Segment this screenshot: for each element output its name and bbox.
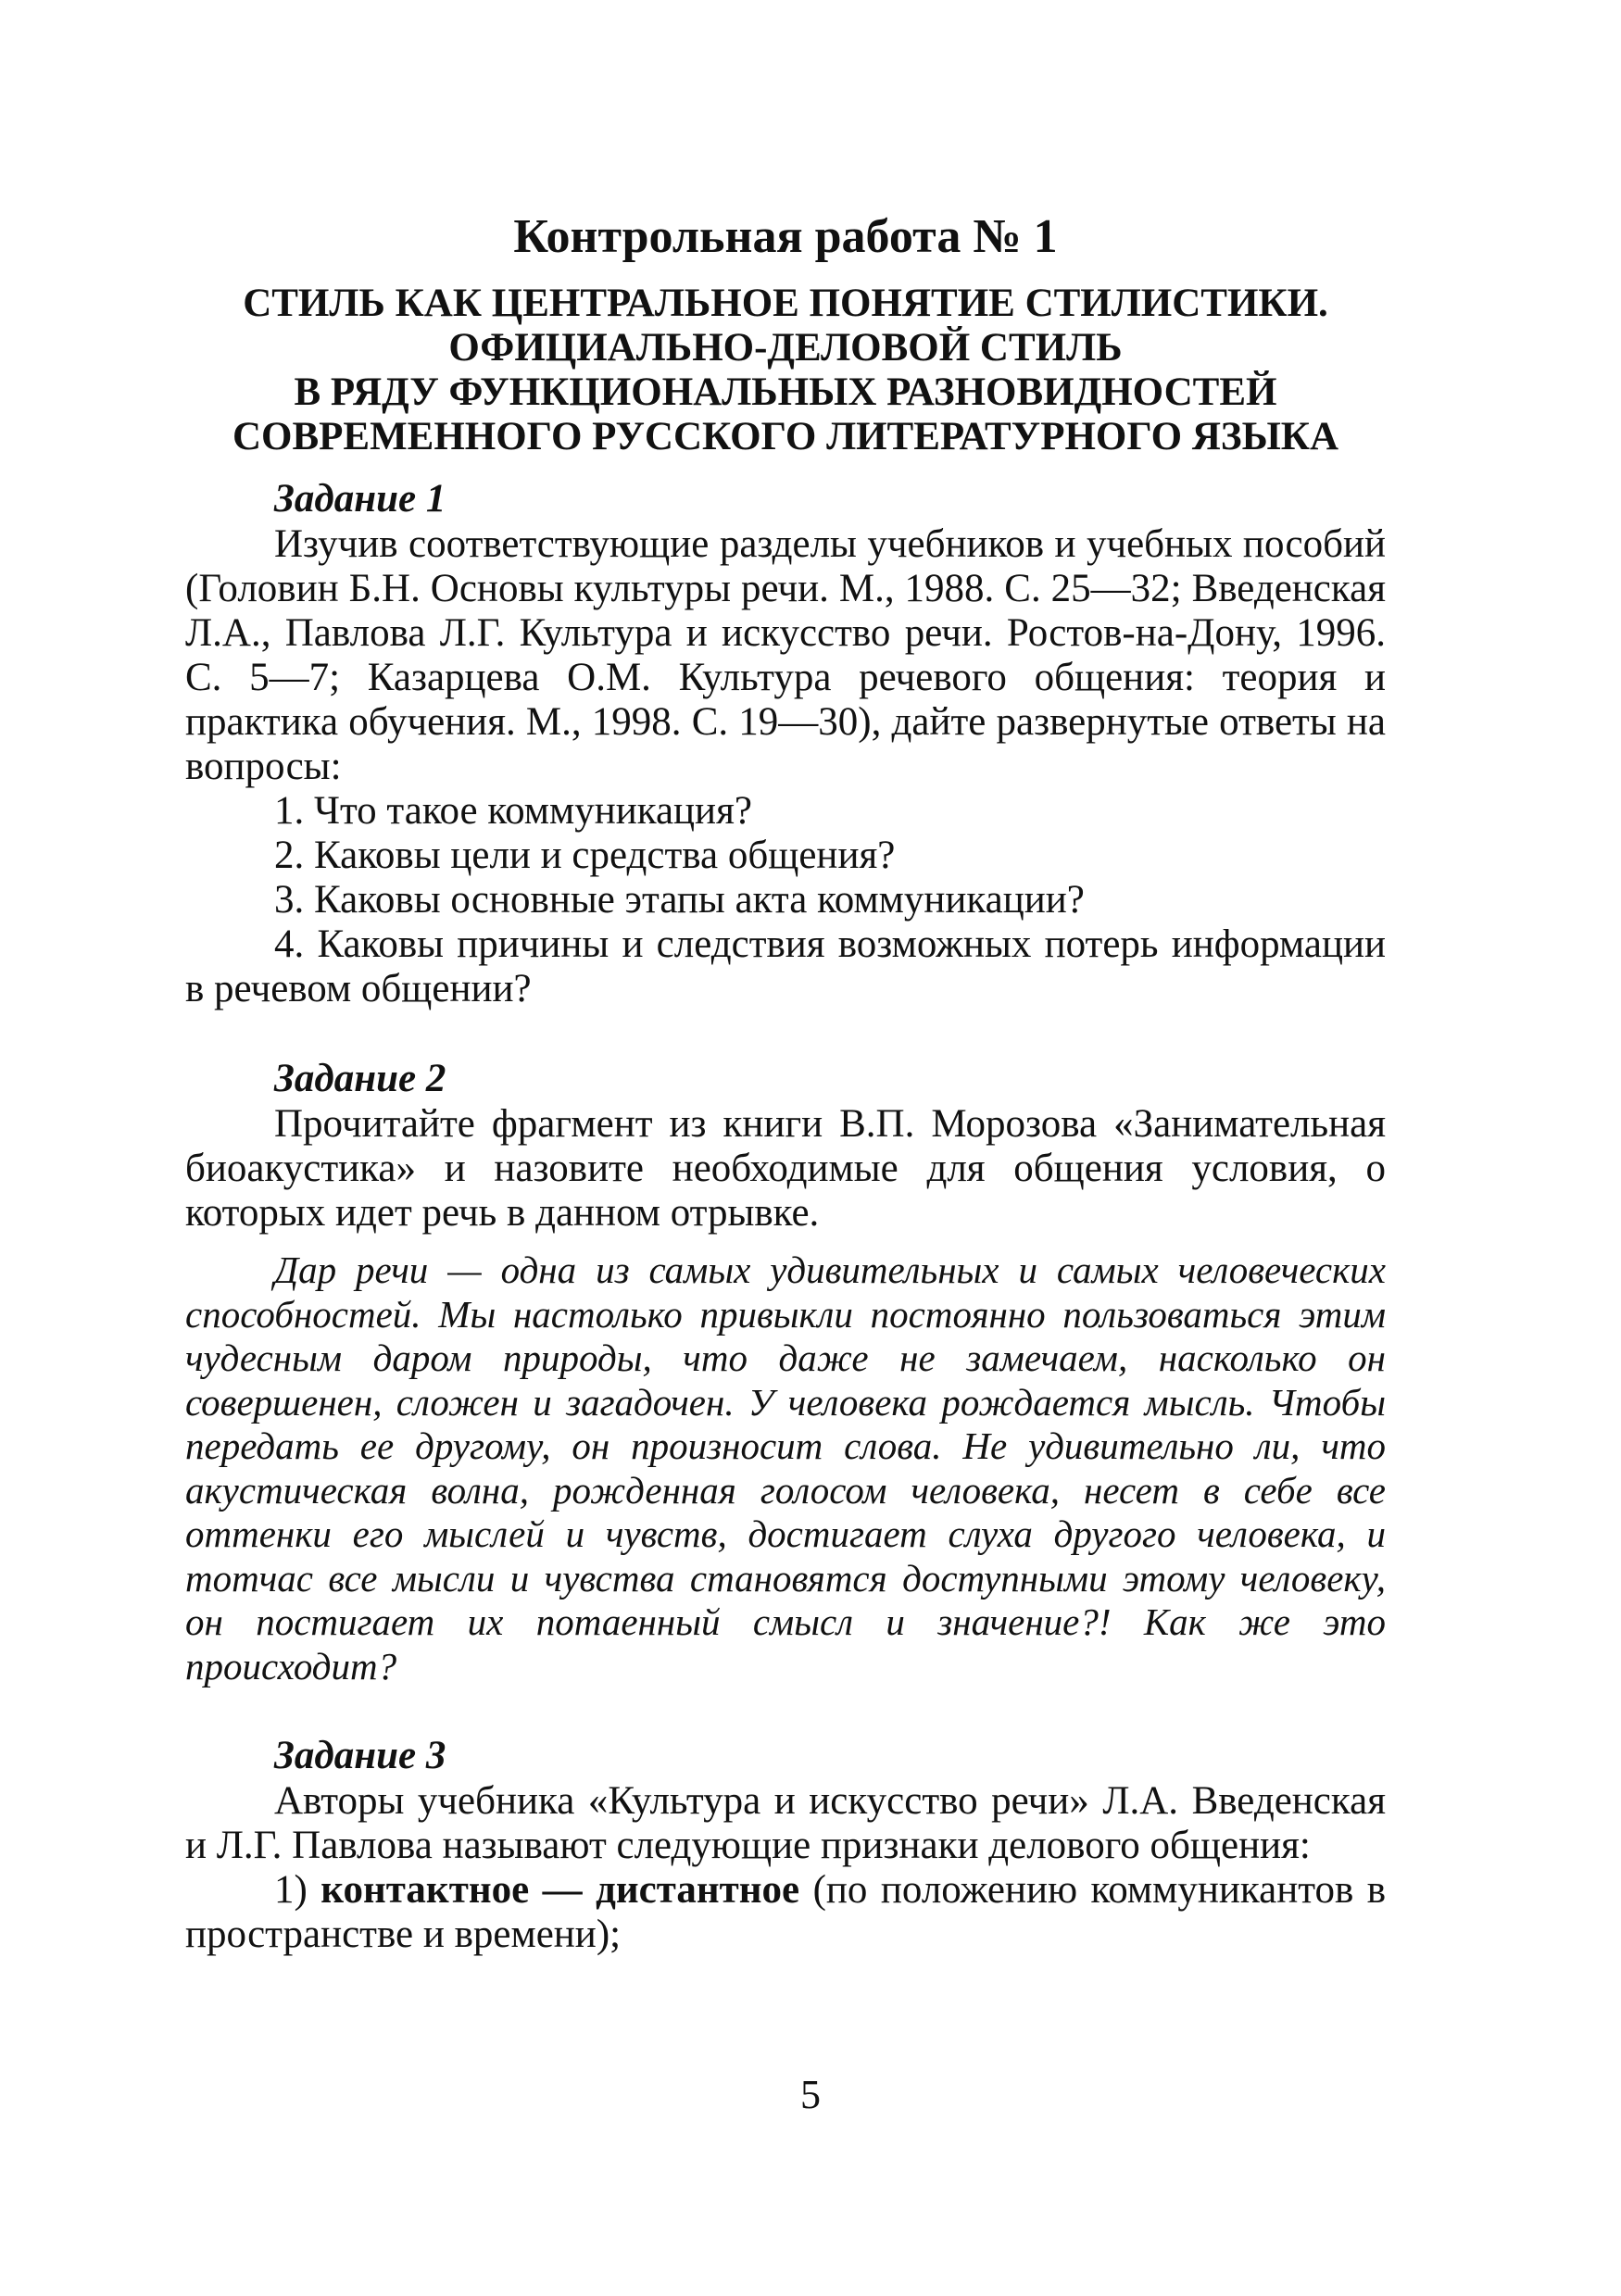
subtitle-line: СТИЛЬ КАК ЦЕНТРАЛЬНОЕ ПОНЯТИЕ СТИЛИСТИКИ. (243, 282, 1328, 325)
page-title: Контрольная работа № 1 (513, 210, 1058, 263)
spacer (185, 1688, 1386, 1733)
task1-question: 1. Что такое коммуникация? (274, 789, 752, 833)
task1-question: 2. Каковы цели и средства общения? (274, 834, 896, 877)
task2-heading: Задание 2 (274, 1057, 446, 1100)
task2-intro: Прочитайте фрагмент из книги В.П. Морозова «Занимательная биоакустика» и назовите необходимые для общения условия, о которых идет речь в данном отрывке. (185, 1102, 1386, 1235)
task1-intro: Изучив соответствующие разделы учебников и учебных пособий (Головин Б.Н. Основы культуры речи. М., 1988. С. 25—32; Введенская Л.А., Павлова Л.Г. Культура и искусство речи. Ростов-на-Дону, 1996. С. 5—7; Казарцева О.М. Культура речевого общения: теория и практика обучения. М., 1998. С. 19—30), дайте развернутые ответы на вопросы: (185, 522, 1386, 788)
document-page (185, 206, 1386, 1957)
spacer (185, 1011, 1386, 1056)
page-number: 5 (800, 2072, 821, 2117)
task3-heading: Задание 3 (274, 1734, 446, 1777)
task3-item-description: (по положению коммуникантов в пространстве и времени); (185, 1868, 1387, 1956)
task1-question: 4. Каковы причины и следствия возможных потерь информации в речевом общении? (185, 922, 1386, 1010)
task3-intro: Авторы учебника «Культура и искусство речи» Л.А. Введенская и Л.Г. Павлова называют следующие признаки делового общения: (185, 1779, 1386, 1867)
subtitle-line: ОФИЦИАЛЬНО-ДЕЛОВОЙ СТИЛЬ (448, 326, 1123, 370)
subtitle-line: В РЯДУ ФУНКЦИОНАЛЬНЫХ РАЗНОВИДНОСТЕЙ (294, 370, 1277, 414)
task3-item-number: 1) (274, 1868, 308, 1912)
task1-question: 3. Каковы основные этапы акта коммуникации? (274, 878, 1085, 922)
task2-quote: Дар речи — одна из самых удивительных и самых человеческих способностей. Мы настолько привыкли постоянно пользоваться этим чудесным даром природы, что даже не замечаем, насколько он совершенен, сложен и загадочен. У человека рождается мысль. Чтобы передать ее другому, он произносит слова. Не удивительно ли, что акустическая волна, рожденная голосом человека, несет в себе все оттенки его мыслей и чувств, достигает слуха другого человека, и тотчас все мысли и чувства становятся доступными этому человеку, он постигает их потаенный смысл и значение?! Как же это происходит? (185, 1248, 1386, 1687)
task3-item (185, 1868, 1386, 1957)
task3-item-term: контактное — дистантное (320, 1868, 800, 1912)
spacer (185, 1236, 1386, 1248)
subtitle-line: СОВРЕМЕННОГО РУССКОГО ЛИТЕРАТУРНОГО ЯЗЫКА (232, 415, 1339, 458)
task1-heading: Задание 1 (274, 477, 446, 521)
section-subtitle (185, 282, 1386, 459)
